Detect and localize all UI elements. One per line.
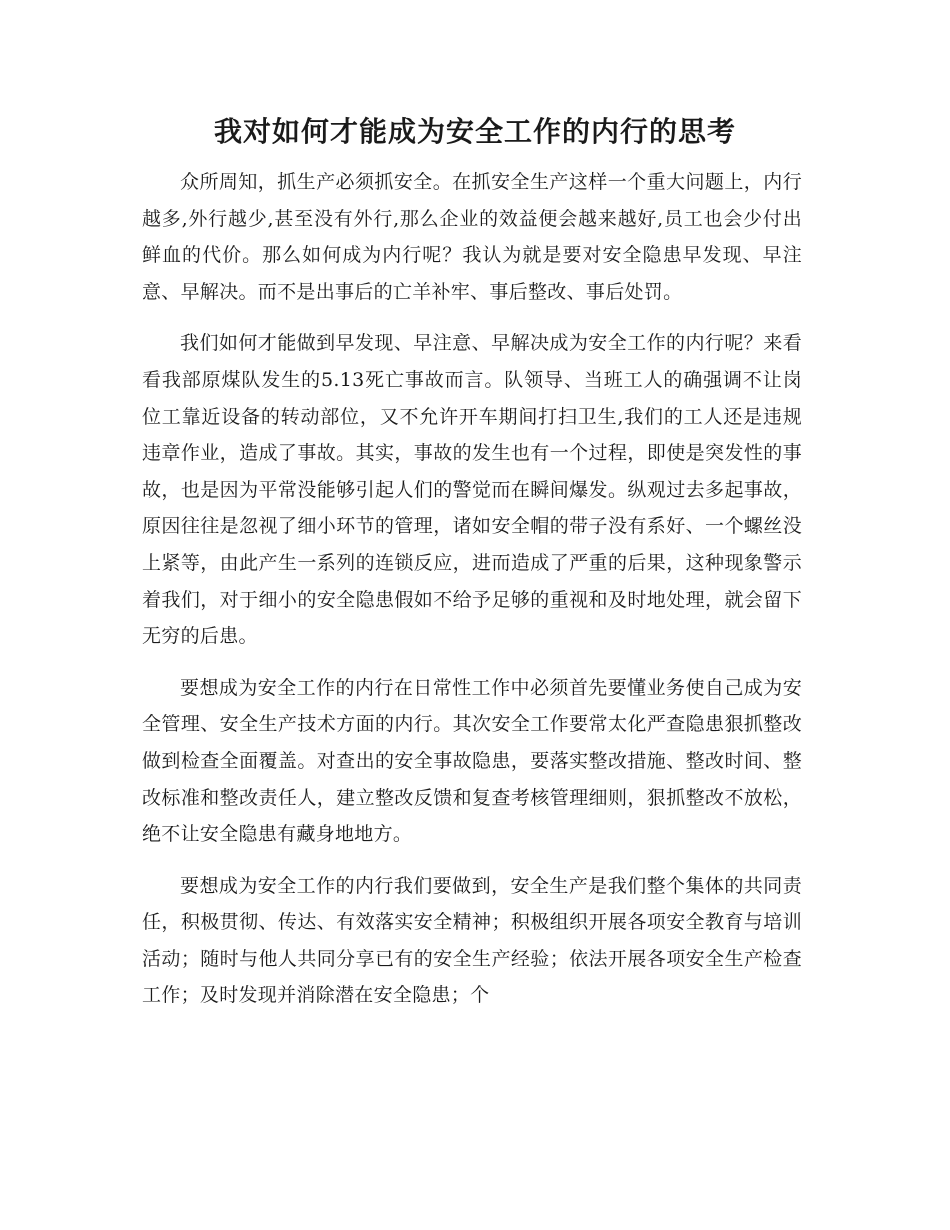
paragraph-1: 众所周知，抓生产必须抓安全。在抓安全生产这样一个重大问题上，内行越多,外行越少,甚至没有外行,那么企业的效益便会越来越好,员工也会少付出鲜血的代价。那么如何成为内行呢？我认为就是要对安全隐患早发现、早注意、早解决。而不是出事后的亡羊补牢、事后整改、事后处罚。 bbox=[142, 171, 802, 303]
document-body bbox=[142, 164, 802, 1014]
paragraph-3: 要想成为安全工作的内行在日常性工作中必须首先要懂业务使自己成为安全管理、安全生产技术方面的内行。其次安全工作要常太化严查隐患狠抓整改做到检查全面覆盖。对查出的安全事故隐患，要落实整改措施、整改时间、整改标准和整改责任人，建立整改反馈和复查考核管理细则，狠抓整改不放松，绝不让安全隐患有藏身地地方。 bbox=[142, 676, 802, 846]
document-title: 我对如何才能成为安全工作的内行的思考 bbox=[213, 115, 736, 148]
paragraph-2: 我们如何才能做到早发现、早注意、早解决成为安全工作的内行呢？来看看我部原煤队发生的5.13死亡事故而言。队领导、当班工人的确强调不让岗位工靠近设备的转动部位，又不允许开车期间打扫卫生,我们的工人还是违规违章作业，造成了事故。其实，事故的发生也有一个过程，即使是突发性的事故，也是因为平常没能够引起人们的警觉而在瞬间爆发。纵观过去多起事故，原因往往是忽视了细小环节的管理，诸如安全帽的带子没有系好、一个螺丝没上紧等，由此产生一系列的连锁反应，进而造成了严重的后果，这种现象警示着我们，对于细小的安全隐患假如不给予足够的重视和及时地处理，就会留下无穷的后患。 bbox=[142, 332, 802, 648]
paragraph-4: 要想成为安全工作的内行我们要做到，安全生产是我们整个集体的共同责任，积极贯彻、传达、有效落实安全精神；积极组织开展各项安全教育与培训活动；随时与他人共同分享已有的安全生产经验；依法开展各项安全生产检查工作；及时发现并消除潜在安全隐患；个 bbox=[142, 874, 802, 1007]
